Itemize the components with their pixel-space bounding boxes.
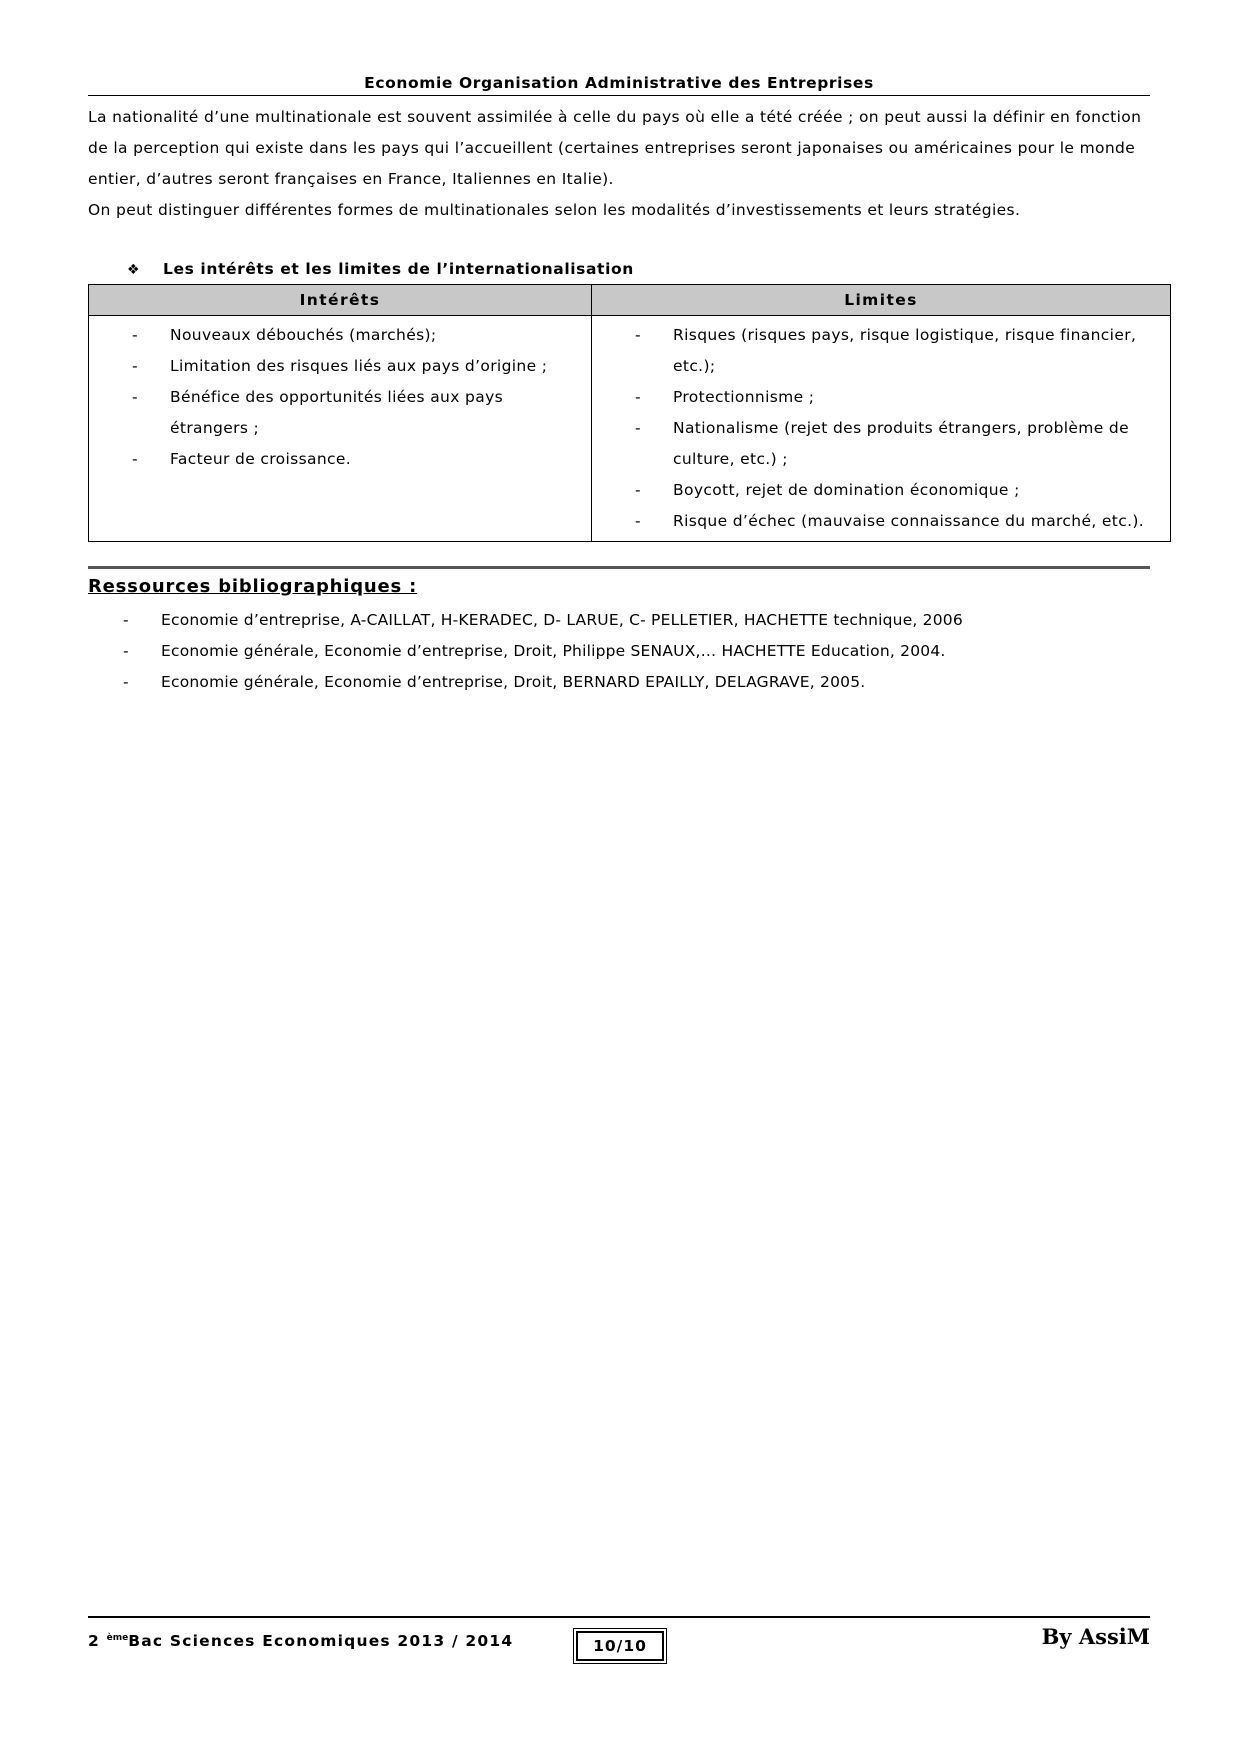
interets-list (89, 320, 591, 475)
list-item: - Limitation des risques liés aux pays d’origine ; (89, 351, 591, 382)
intro-text (88, 102, 1150, 226)
footer-author: By AssiM (1041, 1624, 1150, 1649)
section-heading-text: Les intérêts et les limites de l’internationalisation (163, 260, 634, 278)
list-item: - Risque d’échec (mauvaise connaissance du marché, etc.). (592, 506, 1170, 537)
header-interets: Intérêts (89, 285, 592, 316)
diamond-bullet-icon: ❖ (127, 262, 141, 278)
list-item: - Boycott, rejet de domination économique ; (592, 475, 1170, 506)
section-divider (88, 566, 1150, 569)
footer-level: 2 (88, 1632, 100, 1650)
intro-paragraph-1: La nationalité d’une multinationale est souvent assimilée à celle du pays où elle a tété créée ; on peut aussi la définir en fonction de la perception qui existe dans les pays qui l’accueillent (certaines entreprises seront japonaises ou américaines pour le monde entier, d’autres seront françaises en France, Italiennes en Italie). (88, 108, 1142, 188)
intro-paragraph-2: On peut distinguer différentes formes de multinationales selon les modalités d’investissements et leurs stratégies. (88, 201, 1021, 219)
page-number: 10/10 (576, 1631, 664, 1661)
footer-divider (88, 1616, 1150, 1618)
bibliography-item: - Economie générale, Economie d’entreprise, Droit, BERNARD EPAILLY, DELAGRAVE, 2005. (88, 667, 1150, 698)
bibliography-title: Ressources bibliographiques : (88, 576, 418, 597)
footer-level-suffix: ème (106, 1632, 129, 1643)
interets-cell (89, 316, 592, 542)
bibliography-list (88, 605, 1150, 698)
list-item: - Risques (risques pays, risque logistique, risque financier, etc.); (592, 320, 1170, 382)
table-header-row (89, 285, 1171, 316)
section-heading (127, 260, 634, 278)
list-item: - Bénéfice des opportunités liées aux pays étrangers ; (89, 382, 591, 444)
interets-limites-table (88, 284, 1171, 542)
limites-list (592, 320, 1170, 537)
list-item: - Nouveaux débouchés (marchés); (89, 320, 591, 351)
list-item: - Nationalisme (rejet des produits étrangers, problème de culture, etc.) ; (592, 413, 1170, 475)
header-limites: Limites (592, 285, 1171, 316)
table-row (89, 316, 1171, 542)
list-item: - Facteur de croissance. (89, 444, 591, 475)
footer-program-text: Bac Sciences Economiques 2013 / 2014 (128, 1632, 514, 1650)
limites-cell (592, 316, 1171, 542)
list-item: - Protectionnisme ; (592, 382, 1170, 413)
page-header-title: Economie Organisation Administrative des Entreprises (88, 74, 1150, 96)
bibliography-item: - Economie d’entreprise, A-CAILLAT, H-KERADEC, D- LARUE, C- PELLETIER, HACHETTE technique, 2006 (88, 605, 1150, 636)
footer-program (88, 1632, 513, 1650)
bibliography-item: - Economie générale, Economie d’entreprise, Droit, Philippe SENAUX,… HACHETTE Education, 2004. (88, 636, 1150, 667)
